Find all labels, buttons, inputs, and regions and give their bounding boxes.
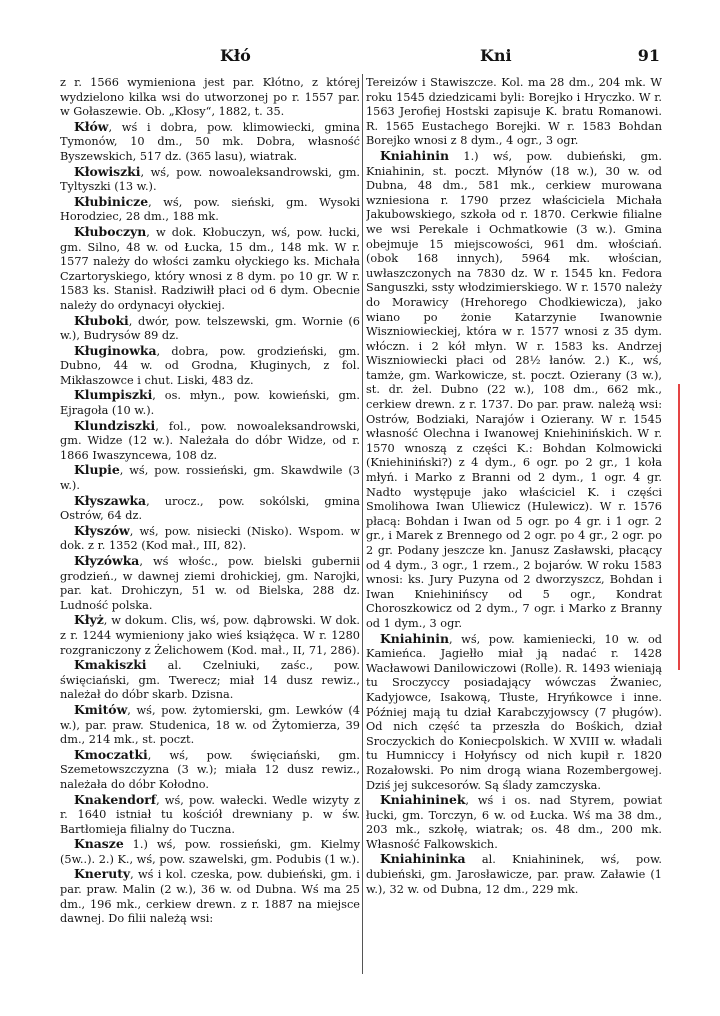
entry-text: 1.) wś, pow. rossieński, gm. Kielmy (5w..). 2.) K., wś, pow. szawelski, gm. Podubis (1 w.). bbox=[60, 838, 360, 866]
dictionary-entry bbox=[60, 388, 360, 418]
entry-text: , os. młyn., pow. kowieński, gm. Ejragoła (10 w.). bbox=[60, 389, 360, 418]
entry-text: , wś włośc., pow. bielski gubernii grodzień., w dawnej ziemi drohickiej, gm. Narojki, par. kat. Drohiczyn, 51 w. od Bielska, 288 dz. Ludność polska. bbox=[60, 555, 360, 612]
entry-headword: Kniahininek bbox=[380, 792, 466, 808]
dictionary-entry bbox=[60, 658, 360, 703]
entry-text: , wś, pow. święciański, gm. Szemetowszczyzna (3 w.); miała 12 dusz rewiz., należała do dóbr Kołodno. bbox=[60, 748, 360, 791]
column-divider bbox=[362, 74, 363, 974]
entry-headword: Kłyzówka bbox=[74, 553, 140, 568]
margin-highlight-line bbox=[678, 384, 680, 670]
dictionary-entry bbox=[60, 195, 360, 225]
entry-text: , dobra, pow. grodzieński, gm. Dubno, 44 w. od Grodna, Kługinych, z fol. Mikłaszowce i chut. Liski, 483 dz. bbox=[60, 344, 360, 387]
dictionary-entry bbox=[60, 524, 360, 554]
entry-headword: Knasze bbox=[74, 836, 124, 852]
entry-headword: Kłyszów bbox=[74, 522, 130, 538]
page-header bbox=[60, 46, 660, 70]
running-head-center: Kni bbox=[480, 46, 512, 65]
dictionary-entry bbox=[60, 554, 360, 613]
entry-text: 1.) wś, pow. dubieński, gm. Kniahinin, st. poczt. Młynów (18 w.), 30 w. od Dubna, 48 dm., 581 mk., cerkiew murowana wzniesiona r. 1790 przez właściciela Michała Jakubowskiego, szkoła od r. 1870. Cerkwie filialne we wsi Perekale i Ochmatkowie (3 w.). Gmina obejmuje 15 miejscowości, 961 dm. włościań. (obok 168 innych), 5964 mk. włościan, uwłaszczonych na 7830 dz. W r. 1545 kn. Fedora Sanguszki, ssty włodzimierskiego. W r. 1570 należy do Morawicy (Hrehorego Chodkiewicza), jako wiano po żonie Katarzynie Iwanownie Wiszniowieckiej, która w r. 1577 wnosi z 35 dym. włóczn. i 2 kół młyn. W r. 1583 ks. Andrzej Wiszniowiecki płaci od 28½ łanów. 2.) K., wś, tamże, gm. Warkowicze, st. poczt. Ozierany (3 w.), st. dr. żel. Dubno (22 w.), 108 dm., 662 mk., cerkiew drewn. z r. 1737. Do par. praw. należą wsi: Ostrów, Bodziaki, Narajów i Ozierany. W r. 1545 własność Olechna i Iwanowej Kniehinińskich. W r. 1570 wnoszą z części K.: Bohdan Kolmowicki (Kniehiniński?) z 4 dym., 6 ogr. po 2 gr., 1 koła młyń. i Marko z Branni od 2 dym., 1 ogr. 4 gr. Nadto występuje jako właściciel K. i części Smolihowa Iwan Uliewicz (Hulewicz). W r. 1576 płacą: Bohdan i Iwan od 5 ogr. po 4 gr. i 1 ogr. 2 gr., i Marek z Brennego od 2 ogr. po 4 gr., 2 ogr. po 2 gr. Podany jeszcze kn. Janusz Zasławski, płacący od 4 dym., 3 ogr., 1 rzem., 2 bojarów. W roku 1583 wnosi: ks. Jury Puzyna od 2 dworzyszcz, Bohdan i Iwan Kniehinińscy od 5 ogr., Kondrat Choroszkowicz od 2 dym., 7 ogr. i Marko z Branny od 1 dym., 3 ogr. bbox=[366, 149, 662, 630]
entry-text: , wś, pow. nowoaleksandrowski, gm. Tyltyszki (13 w.). bbox=[60, 165, 360, 194]
entry-text: , wś, pow. kamieniecki, 10 w. od Kamieńca. Jagiełło miał ją nadać r. 1428 Wacławowi Danilowiczowi (Rolle). R. 1493 wieniają tu Sroczyccy posiadający wówczas Żwaniec, Kadyjowce, Isakową, Tłuste, Hryńkowce i inne. Później mają tu dział Karabczyjowscy (7 pługów). Od nich część ta przeszła do Bośkich, dział Sroczyckich do Koniecpolskich. W XVIII w. władali tu Humniccy i Hołyńscy od nich kupił r. 1820 Rozałowski. Po nim drogą wiana Rozembergowej. Dziś jej sukcesorów. Są ślady zamczyska. bbox=[366, 632, 662, 792]
dictionary-entry bbox=[60, 225, 360, 314]
dictionary-entry bbox=[60, 867, 360, 926]
right-column bbox=[366, 76, 662, 976]
dictionary-entry bbox=[366, 76, 662, 149]
entry-text: al. Kniahininek, wś, pow. dubieński, gm. Jarosławicze, par. praw. Załawie (1 w.), 32 w. od Dubna, 12 dm., 229 mk. bbox=[366, 853, 662, 896]
entry-text: , fol., pow. nowoaleksandrowski, gm. Widze (12 w.). Należała do dóbr Widze, od r. 1866 Iwaszyncewa, 108 dz. bbox=[60, 419, 360, 462]
entry-text: , w dok. Kłobuczyn, wś, pow. łucki, gm. Silno, 48 w. od Łucka, 15 dm., 148 mk. W r. 1577 należy do włości zamku ołyckiego ks. Michała Czartoryskiego, który wnosi z 8 dym. po 10 gr. W r. 1583 ks. Stanisł. Radziwiłł płaci od 6 dym. Obecnie należy do ordynacyi ołyckiej. bbox=[60, 225, 360, 312]
dictionary-entry bbox=[366, 793, 662, 852]
left-column bbox=[60, 76, 360, 976]
entry-headword: Kniahinin bbox=[380, 147, 449, 163]
dictionary-entry bbox=[60, 419, 360, 464]
dictionary-entry bbox=[60, 76, 360, 120]
dictionary-entry bbox=[60, 703, 360, 748]
dictionary-entry bbox=[60, 748, 360, 793]
dictionary-entry bbox=[366, 149, 662, 632]
entry-text: , w dokum. Clis, wś, pow. dąbrowski. W dok. z r. 1244 wymieniony jako wieś książęca. W r. 1280 rozgraniczony z Żelichowem (Kod. mał., II, 71, 286). bbox=[60, 614, 360, 657]
dictionary-entry bbox=[366, 632, 662, 794]
entry-headword: Knakendorf bbox=[74, 791, 157, 807]
entry-text: , wś, pow. wałecki. Wedle wizyty z r. 1640 istniał tu kościół drewniany p. w św. Bartłomieja filialny do Tuczna. bbox=[60, 793, 360, 836]
dictionary-entry bbox=[60, 344, 360, 389]
entry-headword: Kługinowka bbox=[74, 342, 157, 358]
entry-headword: Kłyszawka bbox=[74, 492, 147, 508]
entry-text: z r. 1566 wymieniona jest par. Kłótno, z której wydzielono kilka wsi do utworzonej po r. 1557 par. w Gołaszewie. Ob. „Kłosy“, 1882, t. 35. bbox=[60, 76, 360, 119]
dictionary-entry bbox=[60, 120, 360, 165]
dictionary-entry bbox=[60, 463, 360, 493]
entry-headword: Kmoczatki bbox=[74, 746, 148, 762]
entry-headword: Kłubinicze bbox=[74, 193, 149, 209]
entry-text: , wś, pow. rossieński, gm. Skawdwile (3 w.). bbox=[60, 464, 360, 493]
dictionary-entry bbox=[60, 165, 360, 195]
entry-headword: Kłuboki bbox=[74, 312, 129, 328]
entry-headword: Kneruty bbox=[74, 866, 131, 882]
entry-text: Tereizów i Stawiszcze. Kol. ma 28 dm., 204 mk. W roku 1545 dziedzicami byli: Borejko i Hryczko. W r. 1563 Jerofiej Hostski zapisuje K. bratu Romanowi. R. 1565 Eustachego Borejki. W r. 1583 Bohdan Borejko wnosi z 8 dym., 4 ogr., 3 ogr. bbox=[366, 76, 662, 148]
entry-text: , urocz., pow. sokólski, gmina Ostrów, 64 dz. bbox=[60, 494, 360, 523]
dictionary-entry bbox=[60, 613, 360, 658]
entry-headword: Kłyż bbox=[74, 612, 104, 628]
entry-text: , wś, pow. żytomierski, gm. Lewków (4 w.), par. praw. Studenica, 18 w. od Żytomierza, 39 dm., 214 mk., st. poczt. bbox=[60, 703, 360, 747]
entry-text: al. Czelniuki, zaśc., pow. święciański, gm. Twerecz; miał 14 dusz rewiz., należał do dóbr skarb. Dzisna. bbox=[60, 659, 360, 702]
entry-text: , wś i dobra, pow. klimowiecki, gmina Tymonów, 10 dm., 50 mk. Dobra, własność Byszewskich, 517 dz. (365 lasu), wiatrak. bbox=[60, 120, 360, 163]
entry-headword: Klundziszki bbox=[74, 417, 156, 433]
entry-headword: Kłów bbox=[74, 118, 109, 134]
dictionary-entry bbox=[366, 852, 662, 897]
dictionary-entry bbox=[60, 793, 360, 838]
entry-text: , wś, pow. sieński, gm. Wysoki Horodziec, 28 dm., 188 mk. bbox=[60, 195, 360, 224]
dictionary-entry bbox=[60, 314, 360, 344]
page-number: 91 bbox=[637, 46, 660, 65]
entry-headword: Klumpiszki bbox=[74, 387, 153, 403]
dictionary-entry bbox=[60, 494, 360, 524]
entry-text: , wś i kol. czeska, pow. dubieński, gm. i par. praw. Malin (2 w.), 36 w. od Dubna. Wś ma 25 dm., 196 mk., cerkiew drewn. z r. 1887 na miejsce dawnej. Do filii należą wsi: bbox=[60, 868, 360, 926]
entry-headword: Kłuboczyn bbox=[74, 223, 147, 239]
entry-text: , wś, pow. nisiecki (Nisko). Wspom. w dok. z r. 1352 (Kod mał., III, 82). bbox=[60, 524, 360, 553]
running-head-left: Kłó bbox=[220, 46, 251, 65]
entry-headword: Kniahininka bbox=[380, 851, 466, 867]
entry-text: , dwór, pow. telszewski, gm. Wornie (6 w.), Budrysów 89 dz. bbox=[60, 314, 360, 343]
entry-headword: Kłowiszki bbox=[74, 163, 141, 179]
entry-headword: Kmitów bbox=[74, 701, 128, 717]
entry-text: , wś i os. nad Styrem, powiat łucki, gm. Torczyn, 6 w. od Łucka. Wś ma 38 dm., 203 mk., szkołę, wiatrak; os. 48 dm., 200 mk. Własność Falkowskich. bbox=[366, 794, 662, 851]
entry-headword: Kniahinin bbox=[380, 630, 449, 646]
dictionary-entry bbox=[60, 837, 360, 867]
entry-headword: Klupie bbox=[74, 462, 120, 478]
entry-headword: Kmakiszki bbox=[74, 657, 147, 673]
